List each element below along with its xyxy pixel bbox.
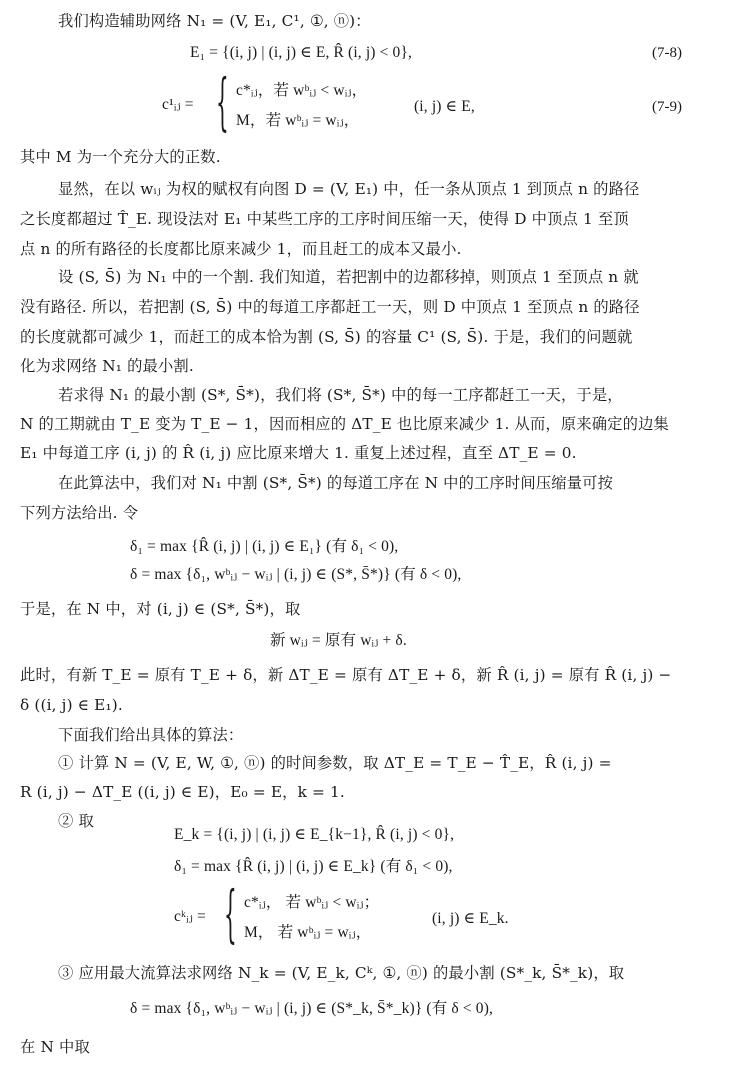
text-line: 点 n 的所有路径的长度都比原来减少 1，而且赶工的成本又最小.: [20, 240, 462, 258]
equation-new-w: 新 wᵢⱼ = 原有 wᵢⱼ + δ.: [270, 632, 407, 649]
text-line: 此时，有新 T_E = 原有 T_E + δ，新 ΔT_E = 原有 ΔT_E + δ，新 R̂ (i, j) = 原有 R̂ (i, j) −: [20, 666, 672, 684]
text-line: 设 (S, S̄) 为 N₁ 中的一个割. 我们知道，若把割中的边都移掉，则顶点 1 至顶点 n 就: [58, 268, 639, 286]
equation-delta-k: δ = max {δ₁, wᵇᵢⱼ − wᵢⱼ | (i, j) ∈ (S*_k, S̄*_k)} (有 δ < 0),: [130, 1000, 494, 1017]
text-line: 在此算法中，我们对 N₁ 中割 (S*, S̄*) 的每道工序在 N 中的工序时间压缩量可按: [58, 474, 614, 492]
text-line: N 的工期就由 T_E 变为 T_E − 1，因而相应的 ΔT_E 也比原来减少 1. 从而，原来确定的边集: [20, 415, 669, 433]
equation-ck-case1: c*ᵢⱼ， 若 wᵇᵢⱼ < wᵢⱼ；: [244, 894, 380, 911]
text-line: R (i, j) − ΔT_E ((i, j) ∈ E)，E₀ = E，k = 1.: [20, 783, 345, 801]
text-line: 若求得 N₁ 的最小割 (S*, S̄*)，我们将 (S*, S̄*) 中的每一工序都赶工一天，于是，: [58, 386, 623, 404]
equation-delta1: δ₁ = max {R̂ (i, j) | (i, j) ∈ E₁} (有 δ₁ < 0),: [130, 538, 399, 555]
text-line: δ ((i, j) ∈ E₁).: [20, 696, 123, 714]
left-brace: {: [224, 879, 237, 951]
equation-ck-domain: (i, j) ∈ E_k.: [432, 910, 509, 927]
equation-e1: E₁ = {(i, j) | (i, j) ∈ E, R̂ (i, j) < 0},: [190, 44, 413, 61]
algorithm-step-1: ① 计算 N = (V, E, W, ①, ⓝ) 的时间参数，取 ΔT_E = T_E − T̂_E，R̂ (i, j) =: [58, 754, 612, 772]
equation-ck-lhs: cᵏᵢⱼ =: [174, 908, 206, 925]
text-line: E₁ 中每道工序 (i, j) 的 R̂ (i, j) 应比原来增大 1. 重复上述过程，直至 ΔT_E = 0.: [20, 444, 577, 462]
equation-ek: E_k = {(i, j) | (i, j) ∈ E_{k−1}, R̂ (i, j) < 0},: [174, 826, 455, 843]
text-line: 在 N 中取: [20, 1038, 90, 1056]
equation-c1-lhs: c¹ᵢⱼ =: [162, 96, 194, 113]
text-line: 我们构造辅助网络 N₁ = (V, E₁, C¹, ①, ⓝ)：: [58, 12, 371, 30]
equation-number: (7-9): [652, 99, 682, 115]
left-brace: {: [216, 67, 229, 139]
text-line: 没有路径. 所以，若把割 (S, S̄) 中的每道工序都赶工一天，则 D 中顶点 1 至顶点 n 的路径: [20, 298, 640, 316]
text-line: 的长度就都可减少 1，而赶工的成本恰为割 (S, S̄) 的容量 C¹ (S, S̄). 于是，我们的问题就: [20, 328, 633, 346]
equation-ck-case2: M， 若 wᵇᵢⱼ = wᵢⱼ，: [244, 924, 372, 941]
algorithm-step-3: ③ 应用最大流算法求网络 N_k = (V, E_k, Cᵏ, ①, ⓝ) 的最小割 (S*_k, S̄*_k)，取: [58, 964, 625, 982]
text-line: 于是，在 N 中，对 (i, j) ∈ (S*, S̄*)，取: [20, 600, 301, 618]
equation-delta1-k: δ₁ = max {R̂ (i, j) | (i, j) ∈ E_k} (有 δ₁ < 0),: [174, 858, 453, 875]
equation-c1-domain: (i, j) ∈ E,: [414, 98, 475, 115]
equation-delta: δ = max {δ₁, wᵇᵢⱼ − wᵢⱼ | (i, j) ∈ (S*, S̄*)} (有 δ < 0),: [130, 566, 462, 583]
algorithm-step-2: ② 取: [58, 812, 94, 830]
text-line: 化为求网络 N₁ 的最小割.: [20, 357, 194, 375]
text-line: 下列方法给出. 令: [20, 504, 139, 522]
equation-number: (7-8): [652, 45, 682, 61]
text-line: 之长度都超过 T̂_E. 现设法对 E₁ 中某些工序的工序时间压缩一天，使得 D 中顶点 1 至顶: [20, 210, 629, 228]
text-line: 下面我们给出具体的算法：: [58, 726, 244, 744]
equation-c1-case2: M，若 wᵇᵢⱼ = wᵢⱼ，: [236, 112, 360, 129]
text-line: 其中 M 为一个充分大的正数.: [20, 148, 221, 166]
text-line: 显然，在以 wᵢⱼ 为权的赋权有向图 D = (V, E₁) 中，任一条从顶点 1 到顶点 n 的路径: [58, 180, 640, 198]
equation-c1-case1: c*ᵢⱼ，若 wᵇᵢⱼ < wᵢⱼ，: [236, 82, 368, 99]
